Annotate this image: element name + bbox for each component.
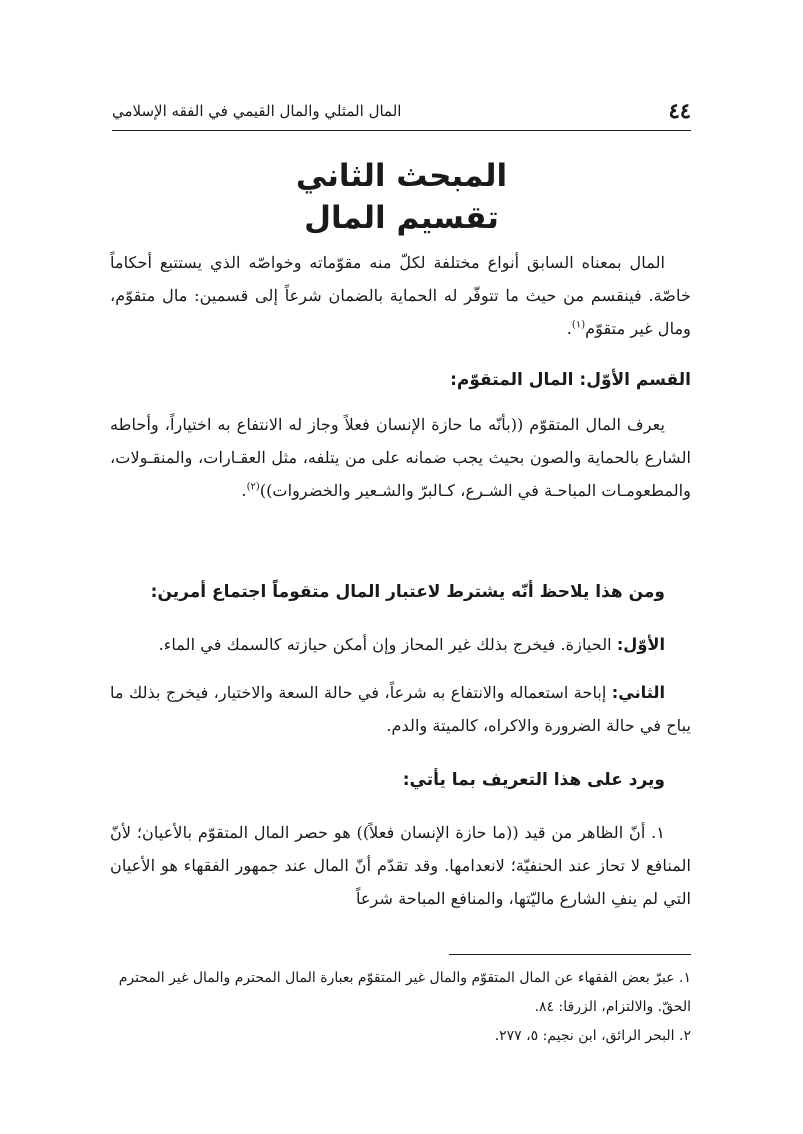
footnote-1-line-2: الحقّ. والالتزام، الزرقا: ٨٤. <box>534 999 691 1015</box>
footnote-1-line-1: ١. عبرّ بعض الفقهاء عن المال المتقوّم والمال غير المتقوّم بعبارة المال المحترم والمال غير المحترم <box>118 970 691 986</box>
running-title: المال المثلي والمال القيمي في الفقه الإسلامي <box>112 102 402 120</box>
condition-first-label: الأوّل: <box>616 635 665 654</box>
condition-second <box>110 676 691 742</box>
part-one-end: . <box>241 481 247 500</box>
section-title: المبحث الثاني <box>295 158 508 194</box>
footnotes <box>110 964 691 1051</box>
intro-paragraph <box>110 246 691 345</box>
objections-heading: ويرد على هذا التعريف بما يأتي: <box>402 770 665 790</box>
conditions-heading: ومن هذا يلاحظ أنّه يشترط لاعتبار المال متقوماً اجتماع أمرين: <box>150 582 665 602</box>
part-one-text: يعرف المال المتقوّم ((بأنّه ما حازة الإنسان فعلاً وجاز له الانتفاع به اختياراً، وأحاطه الشارع بالحماية والصون بحيث يجب ضمانه على من يتلفه، مثل العقـارات، والمنقـولات، والمطعومـات المباحـة في الشـرع، كـالبرّ والشـعير والخضروات)) <box>110 415 691 500</box>
footnote-divider <box>449 954 691 955</box>
page-header <box>112 96 691 131</box>
footnote-ref-2[interactable]: (٢) <box>246 481 260 493</box>
condition-first-text: الحيازة. فيخرج بذلك غير المحاز وإن أمكن حيازته كالسمك في الماء. <box>158 635 617 654</box>
part-one-paragraph <box>110 408 691 507</box>
footnote-ref-1[interactable]: (١) <box>571 319 586 331</box>
intro-text: المال بمعناه السابق أنواع مختلفة لكلّ منه مقوّماته وخواصّه الذي يستتبع أحكاماً خاصّة. فينقسم من حيث ما تتوفّر له الحماية بالضمان شرعاً إلى قسمين: مال متقوّم، ومال غير متقوّم <box>110 253 691 338</box>
part-one-heading: القسم الأوّل: المال المتقوّم: <box>450 370 691 390</box>
objection-point-one: ١. أنّ الظاهر من قيد ((ما حازة الإنسان فعلاً)) هو حصر المال المتقوّم بالأعيان؛ لأنّ المنافع لا تحاز عند الحنفيّة؛ لانعدامها. وقد تقدّم أنّ المال عند جمهور الفقهاء هو الأعيان التي لم ينفِ الشارع ماليّتها، والمنافع المباحة شرعاً <box>110 823 691 908</box>
condition-second-text: إباحة استعماله والانتفاع به شرعاً، في حالة السعة والاختيار، فيخرج بذلك ما يباح في حالة الضرورة والاكراه، كالميتة والدم. <box>110 683 691 735</box>
footnote-2: ٢. البحر الرائق، ابن نجيم: ٥، ٢٧٧. <box>494 1028 691 1044</box>
condition-second-label: الثاني: <box>611 683 665 702</box>
subject-title: تقسيم المال <box>304 200 499 236</box>
condition-first <box>110 628 691 661</box>
intro-end: . <box>566 319 572 338</box>
page-number: ٤٤ <box>668 98 691 123</box>
